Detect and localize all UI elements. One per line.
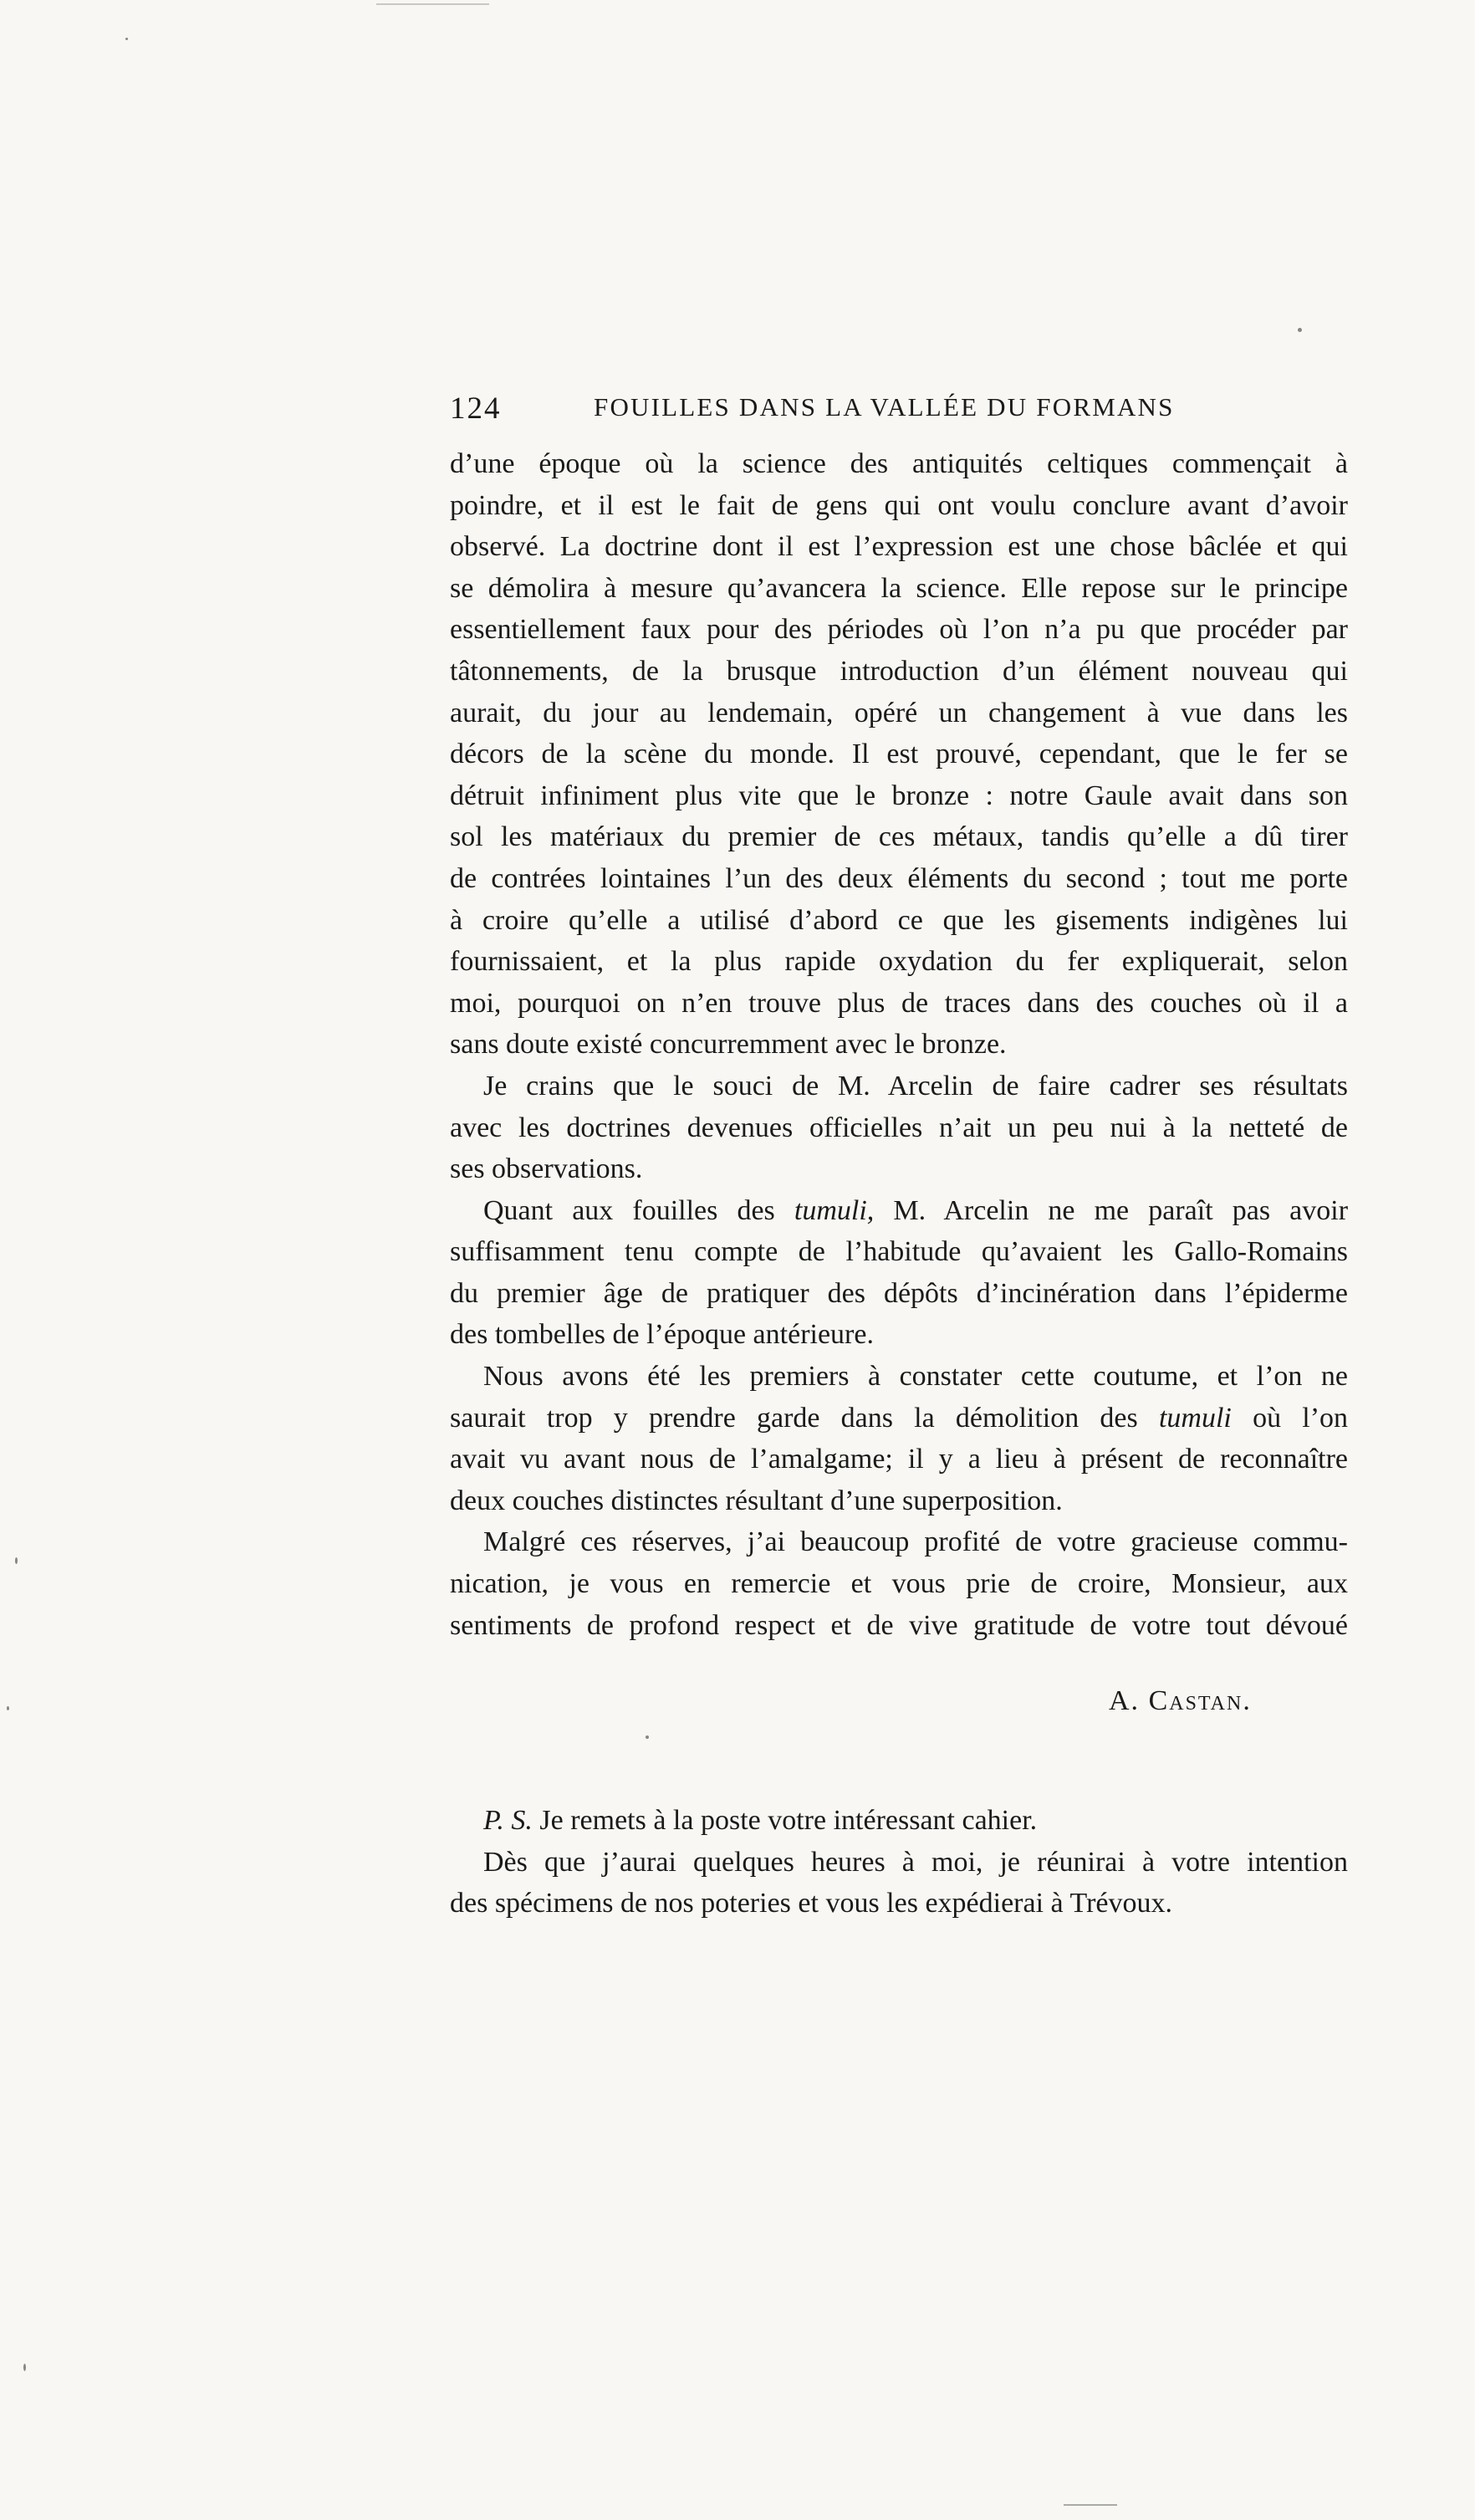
text-line: du premier âge de pratiquer des dépôts d’incinération dans l’épiderme (450, 1277, 1348, 1309)
text-line (450, 1398, 1348, 1439)
text-line: essentiellement faux pour des périodes où l’on n’a pu que procéder par (450, 614, 1348, 646)
speck (23, 2364, 26, 2371)
text-line: des spécimens de nos poteries et vous les expédierai à Trévoux. (450, 1888, 1172, 1919)
text-line: fournissaient, et la plus rapide oxydation du fer expliquerait, selon (450, 946, 1348, 978)
signature-initial: A. (1109, 1685, 1141, 1716)
speck (1298, 328, 1302, 332)
speck (15, 1557, 18, 1564)
text-line: poindre, et il est le fait de gens qui ont voulu conclure avant d’avoir (450, 489, 1348, 521)
text-line: des tombelles de l’époque antérieure. (450, 1319, 874, 1351)
text-line: aurait, du jour au lendemain, opéré un changement à vue dans les (450, 697, 1348, 728)
speck (646, 1735, 649, 1739)
text-line: sentiments de profond respect et de vive gratitude de votre tout dévoué (450, 1609, 1348, 1641)
text-line: d’une époque où la science des antiquités celtiques commençait à (450, 448, 1348, 479)
text-line: tâtonnements, de la brusque introduction d’un élément nouveau qui (450, 655, 1348, 687)
text-line: Dès que j’aurai quelques heures à moi, je réunirai à votre intention (483, 1846, 1348, 1878)
text-line: nication, je vous en remercie et vous prie de croire, Monsieur, aux (450, 1568, 1348, 1600)
text-line: deux couches distinctes résultant d’une superposition. (450, 1485, 1063, 1516)
text-line (450, 1800, 1348, 1842)
speck (125, 38, 128, 40)
text-line: se démolira à mesure qu’avancera la science. Elle repose sur le principe (450, 572, 1348, 604)
top-edge-rule (376, 3, 489, 5)
text-line: avait vu avant nous de l’amalgame; il y a lieu à présent de reconnaître (450, 1444, 1348, 1475)
signature-name: Castan. (1148, 1685, 1252, 1716)
text-line: suffisamment tenu compte de l’habitude qu’avaient les Gallo-Romains (450, 1236, 1348, 1268)
bottom-edge-rule (1064, 2504, 1117, 2506)
text-segment: Quant aux fouilles des (483, 1194, 775, 1226)
text-line: à croire qu’elle a utilisé d’abord ce que les gisements indigènes lui (450, 904, 1348, 936)
text-segment: Je remets à la poste votre intéressant cahier. (539, 1805, 1038, 1836)
text-line: sans doute existé concurremment avec le bronze. (450, 1029, 1007, 1061)
text-segment: où l’on (1253, 1402, 1349, 1434)
body-text (450, 443, 1348, 1646)
text-line: Nous avons été les premiers à constater cette coutume, et l’on ne (483, 1361, 1348, 1393)
page-number: 124 (450, 391, 502, 426)
running-title: FOUILLES DANS LA VALLÉE DU FORMANS (594, 392, 1175, 422)
page-header (450, 387, 1346, 437)
text-line: détruit infiniment plus vite que le bronze : notre Gaule avait dans son (450, 780, 1348, 811)
signature (1109, 1685, 1252, 1717)
text-line: moi, pourquoi on n’en trouve plus de traces dans des couches où il a (450, 987, 1348, 1019)
text-line: de contrées lointaines l’un des deux éléments du second ; tout me porte (450, 862, 1348, 894)
text-line: sol les matériaux du premier de ces métaux, tandis qu’elle a dû tirer (450, 821, 1348, 853)
text-segment: M. Arcelin ne me paraît pas avoir (893, 1194, 1349, 1226)
text-line: Malgré ces réserves, j’ai beaucoup profité de votre gracieuse commu- (483, 1526, 1348, 1558)
text-line: Je crains que le souci de M. Arcelin de faire cadrer ses résultats (483, 1070, 1348, 1102)
text-line: avec les doctrines devenues officielles n’ait un peu nui à la netteté de (450, 1112, 1348, 1143)
text-line: ses observations. (450, 1153, 643, 1185)
italic-term: tumuli (1158, 1402, 1232, 1434)
text-line (450, 1190, 1348, 1232)
text-segment: saurait trop y prendre garde dans la démolition des (450, 1402, 1138, 1434)
postscript-label: P. S. (483, 1805, 533, 1836)
text-line: décors de la scène du monde. Il est prouvé, cependant, que le fer se (450, 739, 1348, 770)
speck (7, 1706, 9, 1710)
text-line: observé. La doctrine dont il est l’expression est une chose bâclée et qui (450, 531, 1348, 563)
italic-term: tumuli, (794, 1194, 875, 1226)
postscript (450, 1800, 1348, 1925)
